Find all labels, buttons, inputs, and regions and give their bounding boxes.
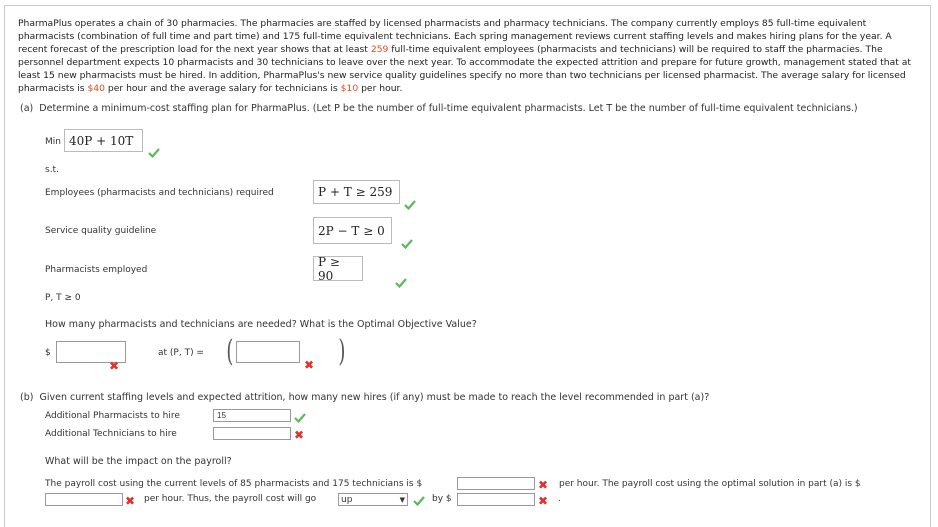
check-icon	[401, 239, 413, 249]
check-icon	[148, 148, 160, 158]
payroll-text-3: per hour. Thus, the payroll cost will go	[144, 494, 317, 504]
constraint-label-service: Service quality guideline	[45, 226, 157, 236]
check-icon	[294, 413, 306, 423]
incorrect-icon: ✖	[538, 478, 549, 492]
at-pt-label: at (P, T) =	[158, 348, 204, 358]
constraint-label-pharmacists: Pharmacists employed	[45, 265, 148, 275]
additional-pharmacists-input[interactable]	[213, 409, 291, 422]
incorrect-icon: ✖	[294, 428, 305, 442]
additional-technicians-input[interactable]	[213, 427, 291, 440]
check-icon	[395, 278, 407, 288]
part-a-label: (a)	[20, 103, 34, 114]
optimal-payroll-input[interactable]	[45, 493, 123, 506]
dollar-sign: $	[45, 348, 51, 358]
pt-value-input[interactable]	[236, 341, 300, 363]
min-label: Min	[45, 137, 61, 147]
incorrect-icon: ✖	[109, 359, 120, 373]
payroll-impact-question: What will be the impact on the payroll?	[45, 456, 232, 467]
part-b-question-text: Given current staffing levels and expected attrition, how many new hires (if any) must be made to reach the level recommended in part (a)?	[39, 392, 710, 403]
part-a-question	[20, 103, 858, 114]
part-a-question-text: Determine a minimum-cost staffing plan for PharmaPlus. (Let P be the number of full-time equivalent pharmacists. Let T be the number of full-time equivalent technicians.)	[39, 103, 858, 114]
additional-technicians-label: Additional Technicians to hire	[45, 429, 177, 439]
incorrect-icon: ✖	[125, 494, 136, 508]
constraint-service-field[interactable]: 2P − T ≥ 0	[313, 217, 392, 244]
required-employees-highlight: 259	[370, 44, 389, 56]
part-b-label: (b)	[20, 392, 34, 403]
payroll-direction-select[interactable]	[338, 493, 408, 506]
problem-statement: PharmaPlus operates a chain of 30 pharmacies. The pharmacies are staffed by licensed pharmacists and pharmacy technicians. The company currently employs 85 full-time equivalent pharmacists (combination of full time and part time) and 175 full-time equivalent technicians. Each spring management reviews current staffing levels and makes hiring plans for the year. A recent forecast of the prescription load for the next year shows that at least 259 full-time equivalent employees (pharmacists and technicians) will be required to staff the pharmacies. The personnel department expects 10 pharmacists and 30 technicians to leave over the next year. To accommodate the expected attrition and prepare for future growth, management stated that at least 15 new pharmacists must be hired. In addition, PharmaPlus's new service quality guidelines specify no more than two technicians per licensed pharmacist. The average salary for licensed pharmacists is $40 per hour and the average salary for technicians is $10 per hour.	[18, 18, 911, 95]
close-paren: )	[338, 334, 346, 369]
check-icon	[413, 496, 425, 506]
objective-function-field[interactable]: 40P + 10T	[64, 129, 143, 152]
payroll-text-1: The payroll cost using the current levels of 85 pharmacists and 175 technicians is $	[45, 479, 423, 489]
incorrect-icon: ✖	[304, 358, 315, 372]
open-paren: (	[226, 334, 234, 369]
additional-pharmacists-label: Additional Pharmacists to hire	[45, 411, 180, 421]
st-label: s.t.	[45, 165, 59, 175]
constraint-pharmacists-field[interactable]: P ≥ 90	[313, 256, 363, 281]
chevron-down-icon: ▼	[399, 495, 405, 504]
payroll-change-input[interactable]	[457, 493, 535, 506]
payroll-direction-value: up	[341, 494, 353, 505]
current-payroll-input[interactable]	[457, 477, 535, 490]
payroll-text-2: per hour. The payroll cost using the optimal solution in part (a) is $	[559, 479, 861, 489]
constraint-label-employees: Employees (pharmacists and technicians) required	[45, 188, 274, 198]
question-panel	[4, 5, 931, 527]
optimal-question: How many pharmacists and technicians are needed? What is the Optimal Objective Value?	[45, 319, 477, 330]
incorrect-icon: ✖	[538, 494, 549, 508]
constraint-employees-field[interactable]: P + T ≥ 259	[313, 180, 400, 204]
by-label: by $	[432, 494, 452, 504]
pharmacist-salary-highlight: $40	[87, 83, 105, 95]
period: .	[558, 494, 561, 504]
nonnegativity-label: P, T ≥ 0	[45, 293, 81, 303]
technician-salary-highlight: $10	[340, 83, 359, 95]
part-b-question	[20, 392, 709, 403]
check-icon	[404, 200, 416, 210]
